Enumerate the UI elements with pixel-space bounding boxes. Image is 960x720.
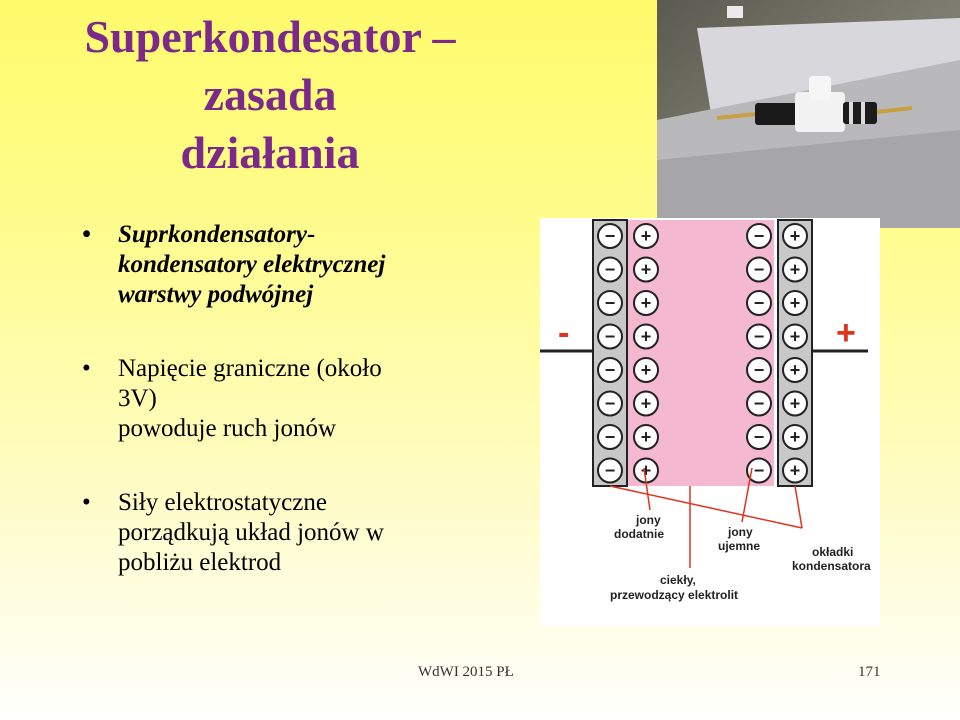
svg-text:+: +: [789, 427, 801, 447]
right-plate-positive-charge: [783, 392, 807, 416]
right-plate-positive-charge: [783, 291, 807, 315]
svg-text:−: −: [604, 460, 616, 481]
left-plate-negative-charge: [598, 392, 622, 416]
label-positive-ions-1: jony: [636, 513, 661, 527]
bullet-item: [82, 354, 482, 444]
title-dash: –: [432, 11, 456, 62]
label-plates-1: okładki: [812, 545, 854, 559]
right-plate-positive-charge: [783, 459, 807, 483]
bullet-line: pobliżu elektrod: [118, 549, 282, 576]
svg-text:+: +: [789, 360, 801, 380]
svg-text:−: −: [604, 326, 616, 347]
svg-text:+: +: [789, 393, 801, 414]
svg-text:−: −: [604, 226, 616, 246]
positive-ion: [634, 425, 658, 449]
bullet-dot: •: [82, 489, 91, 516]
bullet-line: 3V): [118, 385, 157, 412]
bullet-line: Siły elektrostatyczne: [118, 489, 327, 516]
svg-text:−: −: [604, 427, 616, 447]
svg-text:−: −: [753, 360, 765, 380]
svg-text:−: −: [753, 293, 765, 313]
label-electrolyte-1: ciekły,: [660, 573, 696, 587]
negative-ion: [747, 224, 771, 248]
svg-text:−: −: [753, 427, 765, 447]
title-line-2: zasada: [203, 69, 337, 120]
negative-ion: [747, 392, 771, 416]
bullet-line: Suprkondensatory-: [118, 221, 316, 248]
bullet-item: [82, 488, 482, 578]
label-negative-ions-2: ujemne: [718, 539, 761, 553]
left-plate-negative-charge: [598, 291, 622, 315]
bullet-dot: •: [82, 221, 91, 248]
svg-text:+: +: [640, 326, 652, 347]
negative-ion: [747, 291, 771, 315]
title-line-1: Superkondesator: [84, 11, 422, 62]
supercapacitor-photo: [657, 0, 960, 228]
slide-title: [20, 8, 520, 182]
positive-ion: [634, 258, 658, 282]
svg-text:+: +: [789, 293, 801, 313]
bullet-line: powoduje ruch jonów: [118, 415, 337, 442]
right-plate-positive-charge: [783, 425, 807, 449]
left-plate-negative-charge: [598, 425, 622, 449]
svg-text:+: +: [640, 226, 652, 246]
svg-text:−: −: [604, 259, 616, 280]
label-plates-2: kondensatora: [792, 559, 871, 573]
footer-course: WdWI 2015 PŁ: [418, 664, 514, 680]
svg-text:−: −: [604, 360, 616, 380]
right-plate-positive-charge: [783, 224, 807, 248]
positive-ion: [634, 325, 658, 349]
right-plate-positive-charge: [783, 358, 807, 382]
negative-ion: [747, 358, 771, 382]
label-positive-ions-2: dodatnie: [614, 527, 664, 541]
bullet-item: [82, 220, 482, 310]
bullet-dot: •: [82, 355, 91, 382]
right-plate-positive-charge: [783, 258, 807, 282]
svg-text:+: +: [789, 326, 801, 347]
label-electrolyte-2: przewodzący elektrolit: [610, 588, 739, 602]
left-plate-negative-charge: [598, 258, 622, 282]
svg-text:−: −: [753, 460, 765, 481]
positive-ion: [634, 392, 658, 416]
svg-text:−: −: [604, 393, 616, 414]
svg-text:+: +: [789, 226, 801, 246]
plus-terminal-sign: +: [836, 314, 856, 352]
svg-text:−: −: [753, 259, 765, 280]
positive-ion: [634, 291, 658, 315]
svg-text:+: +: [640, 427, 652, 447]
negative-ion: [747, 325, 771, 349]
left-plate-negative-charge: [598, 224, 622, 248]
svg-text:−: −: [604, 293, 616, 313]
svg-text:+: +: [640, 460, 652, 481]
footer-page-number: 171: [858, 664, 881, 680]
svg-text:+: +: [640, 360, 652, 380]
positive-ion: [634, 224, 658, 248]
supercapacitor-diagram: [540, 218, 880, 626]
minus-terminal-sign: -: [558, 314, 570, 352]
left-plate-negative-charge: [598, 325, 622, 349]
right-plate-positive-charge: [783, 325, 807, 349]
bullet-line: kondensatory elektrycznej: [118, 251, 386, 278]
bullet-line: warstwy podwójnej: [118, 281, 314, 308]
negative-ion: [747, 425, 771, 449]
svg-text:−: −: [753, 326, 765, 347]
svg-text:+: +: [789, 460, 801, 481]
left-plate-negative-charge: [598, 459, 622, 483]
left-plate-negative-charge: [598, 358, 622, 382]
svg-text:+: +: [789, 259, 801, 280]
title-line-3: działania: [180, 127, 360, 178]
label-negative-ions-1: jony: [728, 525, 753, 539]
bullet-line: porządkują układ jonów w: [118, 519, 384, 546]
negative-ion: [747, 258, 771, 282]
svg-text:−: −: [753, 226, 765, 246]
svg-text:+: +: [640, 259, 652, 280]
svg-text:−: −: [753, 393, 765, 414]
svg-text:+: +: [640, 393, 652, 414]
bullet-line: Napięcie graniczne (około: [118, 355, 382, 382]
positive-ion: [634, 358, 658, 382]
bullet-list: [82, 220, 482, 622]
svg-text:+: +: [640, 293, 652, 313]
